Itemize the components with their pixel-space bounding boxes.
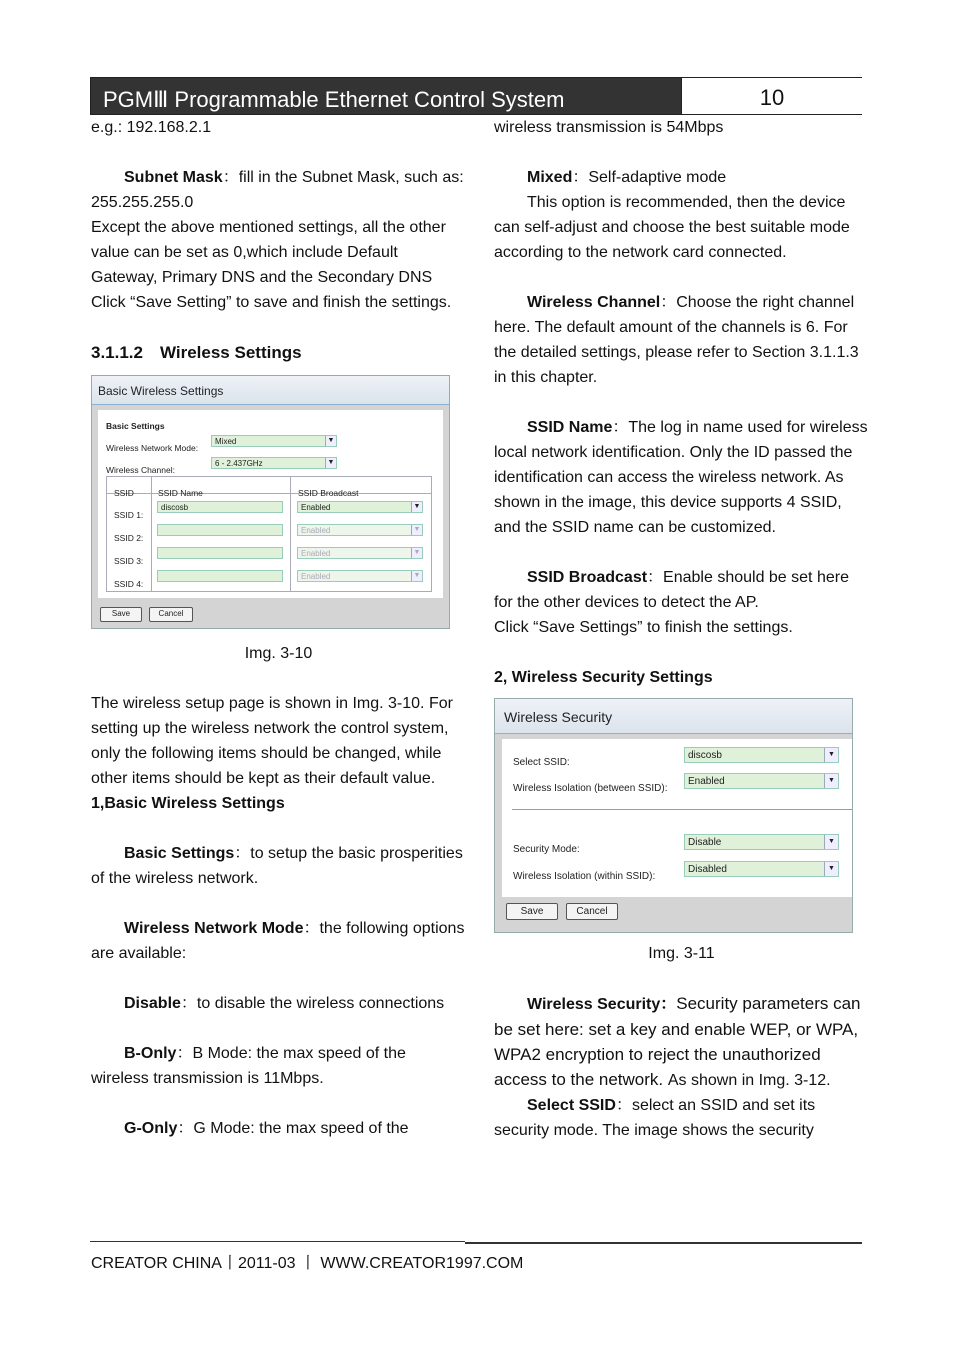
chevron-down-icon: ▼ <box>411 502 422 512</box>
channel-select[interactable] <box>211 457 337 469</box>
subnet-text: ：fill in the Subnet Mask, such as: 255.255.255.0 <box>91 169 464 211</box>
ssid-table-header <box>107 477 431 498</box>
disable-paragraph <box>91 991 466 1016</box>
cancel-button[interactable]: Cancel <box>149 607 193 622</box>
chevron-down-icon: ▼ <box>411 525 422 535</box>
save-instruction: Click “Save Setting” to save and finish the settings. <box>91 294 452 311</box>
col-ssid: SSID <box>114 488 134 498</box>
section-heading: 3.1.1.2 Wireless Settings <box>91 343 302 362</box>
left-column <box>91 115 466 1141</box>
mixed-text: ：Self-adaptive mode <box>572 169 727 186</box>
save-button[interactable]: Save <box>506 903 558 920</box>
network-mode-text: ：the following options are available: <box>91 920 465 962</box>
ssid-broadcast-select[interactable] <box>297 570 423 582</box>
ssid-name-paragraph <box>494 415 869 540</box>
ssid-name-term: SSID Name <box>527 419 613 436</box>
broadcast-value: Enabled <box>301 526 331 535</box>
chevron-down-icon: ▼ <box>824 748 838 762</box>
chevron-down-icon: ▼ <box>411 548 422 558</box>
mode-label: Wireless Network Mode: <box>106 443 199 453</box>
basic-settings-term: Basic Settings <box>124 845 235 862</box>
other-settings-paragraph: Except the above mentioned settings, all the other value can be set as 0,which include Default Gateway, Primary DNS and the Secondary DNS <box>91 219 446 286</box>
ssid-row-label: SSID 1: <box>114 510 144 520</box>
ssid-row-label: SSID 2: <box>114 533 144 543</box>
isolation-within-value: Disabled <box>688 864 727 875</box>
img-caption-3-10: Img. 3-10 <box>244 645 313 662</box>
wireless-setup-paragraph: The wireless setup page is shown in Img. 3-10. For setting up the wireless network the control system, only the following items should be changed, while other items should be kept as their default value. <box>91 695 453 787</box>
footer-rule <box>465 1242 862 1244</box>
page-header <box>90 77 862 115</box>
ssid-name-input[interactable] <box>157 547 283 559</box>
chevron-down-icon: ▼ <box>325 436 336 446</box>
g-only-paragraph <box>91 1116 466 1141</box>
security-mode-value: Disable <box>688 837 722 848</box>
channel-paragraph <box>494 290 869 390</box>
wireless-security-paragraph <box>494 991 869 1093</box>
disable-term: Disable <box>124 995 181 1012</box>
page-number: 10 <box>681 78 862 114</box>
isolation-between-dropdown[interactable] <box>684 773 839 789</box>
wireless-security-term: Wireless Security： <box>527 996 677 1013</box>
page-footer: CREATOR CHINA丨2011-03 丨 WWW.CREATOR1997.COM <box>91 1255 524 1272</box>
isolation-within-dropdown[interactable] <box>684 861 839 877</box>
ssid-name-input[interactable] <box>157 570 283 582</box>
right-column <box>494 115 869 1143</box>
select-ssid-term: Select SSID <box>527 1097 616 1114</box>
channel-term: Wireless Channel <box>527 294 661 311</box>
col-ssid-broadcast: SSID Broadcast <box>298 488 359 498</box>
basic-settings-label: Basic Settings <box>106 421 165 431</box>
network-mode-paragraph <box>91 916 466 966</box>
subnet-label: Subnet Mask <box>124 169 223 186</box>
basic-wireless-settings-screenshot <box>91 375 450 629</box>
security-mode-label: Security Mode: <box>513 844 580 855</box>
isolation-within-label: Wireless Isolation (within SSID): <box>513 871 656 882</box>
select-ssid-value: discosb <box>688 750 722 761</box>
security-mode-dropdown[interactable] <box>684 834 839 850</box>
ssid-broadcast-paragraph <box>494 565 869 615</box>
chevron-down-icon: ▼ <box>824 835 838 849</box>
basic-settings-text: ：to setup the basic prosperities of the wireless network. <box>91 845 463 887</box>
subnet-paragraph <box>91 165 466 215</box>
screenshot-title: Wireless Security <box>495 699 852 734</box>
save-button[interactable]: Save <box>100 607 142 622</box>
divider <box>512 809 852 810</box>
mixed-term: Mixed <box>527 169 573 186</box>
wireless-security-text: Security parameters can be set here: set a key and enable WEP, or WPA, WPA2 encryption to reject the unauthorized access to the network. <box>494 994 861 1089</box>
col-ssid-name: SSID Name <box>158 488 203 498</box>
img-caption-3-11: Img. 3-11 <box>648 945 715 962</box>
footer-rule <box>90 1241 465 1242</box>
broadcast-value: Enabled <box>301 503 331 512</box>
chevron-down-icon: ▼ <box>325 458 336 468</box>
document-title: PGMⅢ Programmable Ethernet Control System <box>91 78 681 114</box>
network-mode-term: Wireless Network Mode <box>124 920 304 937</box>
ssid-name-input[interactable]: discosb <box>157 501 283 513</box>
security-heading: 2, Wireless Security Settings <box>494 669 713 686</box>
select-ssid-paragraph <box>494 1093 869 1143</box>
chevron-down-icon: ▼ <box>824 862 838 876</box>
cancel-button[interactable]: Cancel <box>566 903 618 920</box>
ssid-row-label: SSID 4: <box>114 579 144 589</box>
save-settings-instruction: Click “Save Settings” to finish the settings. <box>494 619 793 636</box>
g-speed-continuation: wireless transmission is 54Mbps <box>494 119 724 136</box>
chevron-down-icon: ▼ <box>824 774 838 788</box>
isolation-between-value: Enabled <box>688 776 725 787</box>
b-only-paragraph <box>91 1041 466 1091</box>
b-only-term: B-Only <box>124 1045 177 1062</box>
b-only-text: ：B Mode: the max speed of the wireless transmission is 11Mbps. <box>91 1045 406 1087</box>
wireless-security-tail: As shown in Img. 3-12. <box>667 1072 831 1089</box>
wireless-security-screenshot <box>494 698 853 933</box>
select-ssid-label: Select SSID: <box>513 757 570 768</box>
ssid-table <box>106 476 432 592</box>
basic-wireless-heading: 1,Basic Wireless Settings <box>91 795 285 812</box>
ip-example: e.g.: 192.168.2.1 <box>91 119 212 136</box>
mixed-paragraph <box>494 165 869 190</box>
select-ssid-text: ：select an SSID and set its security mode. The image shows the security <box>494 1097 816 1139</box>
broadcast-value: Enabled <box>301 572 331 581</box>
ssid-broadcast-text: ：Enable should be set here for the other devices to detect the AP. <box>494 569 849 611</box>
ssid-broadcast-select[interactable] <box>297 501 423 513</box>
channel-text: ：Choose the right channel here. The default amount of the channels is 6. For the detailed settings, please refer to Section 3.1.1.3 in this chapter. <box>494 294 859 386</box>
select-ssid-dropdown[interactable] <box>684 747 839 763</box>
isolation-between-label: Wireless Isolation (between SSID): <box>513 783 668 794</box>
mode-value: Mixed <box>215 437 237 446</box>
ssid-broadcast-term: SSID Broadcast <box>527 569 648 586</box>
basic-settings-paragraph <box>91 841 466 891</box>
settings-panel <box>98 410 443 598</box>
chevron-down-icon: ▼ <box>411 571 422 581</box>
ssid-row-label: SSID 3: <box>114 556 144 566</box>
g-only-text: ：G Mode: the max speed of the <box>177 1120 409 1137</box>
mixed-more: This option is recommended, then the device can self-adjust and choose the best suitable mode according to the network card connected. <box>494 194 850 261</box>
ssid-broadcast-select[interactable] <box>297 524 423 536</box>
security-panel <box>502 739 852 897</box>
g-only-term: G-Only <box>124 1120 178 1137</box>
ssid-name-input[interactable] <box>157 524 283 536</box>
channel-value: 6 - 2.437GHz <box>215 459 263 468</box>
channel-label: Wireless Channel: <box>106 465 175 475</box>
mode-select[interactable] <box>211 435 337 447</box>
ssid-name-text: ：The log in name used for wireless local network identification. Only the ID passed the identification can access the wireless network. As shown in the image, this device supports 4 SSID, and the SSID name can be customized. <box>494 419 868 536</box>
broadcast-value: Enabled <box>301 549 331 558</box>
ssid-broadcast-select[interactable] <box>297 547 423 559</box>
screenshot-title: Basic Wireless Settings <box>92 376 449 405</box>
disable-text: ：to disable the wireless connections <box>180 995 445 1012</box>
